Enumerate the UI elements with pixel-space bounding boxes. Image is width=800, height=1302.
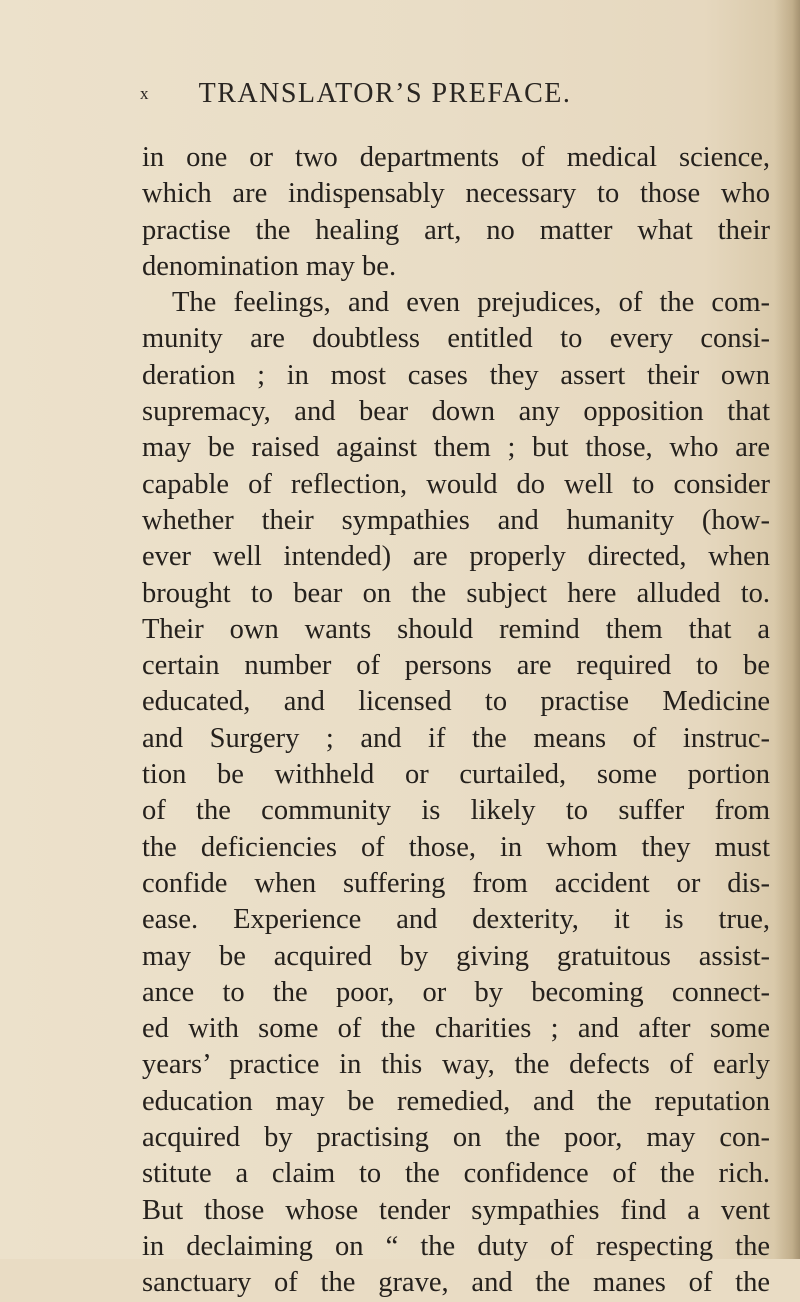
text-line: certain number of persons are required to be — [142, 650, 770, 682]
text-line: of the community is likely to suffer from — [142, 795, 770, 827]
text-line: confide when suffering from accident or dis- — [142, 867, 770, 899]
body-text — [142, 140, 770, 1302]
text-line: sanctuary of the grave, and the manes of the — [142, 1267, 770, 1299]
text-line: supremacy, and bear down any opposition that — [142, 396, 770, 428]
text-line: ed with some of the charities ; and after some — [142, 1013, 770, 1045]
text-line: tion be withheld or curtailed, some portion — [142, 759, 770, 791]
text-line: the deficiencies of those, in whom they must — [142, 831, 770, 863]
text-line: educated, and licensed to practise Medicine — [142, 686, 770, 718]
text-line: in one or two departments of medical science, — [142, 142, 770, 173]
running-title: TRANSLATOR’S PREFACE. — [198, 78, 572, 109]
text-line: ever well intended) are properly directed, when — [142, 541, 770, 573]
text-line: education may be remedied, and the reputation — [142, 1085, 770, 1117]
text-line: ance to the poor, or by becoming connect- — [142, 976, 770, 1008]
text-line: years’ practice in this way, the defects of early — [142, 1049, 770, 1081]
page-number: x — [140, 84, 149, 103]
text-line: deration ; in most cases they assert their own — [142, 359, 770, 391]
text-line: But those whose tender sympathies find a vent — [142, 1194, 770, 1226]
text-line: denomination may be. — [142, 250, 397, 282]
page-edge-shadow — [774, 0, 800, 1259]
text-line: The feelings, and even prejudices, of the com- — [172, 287, 770, 319]
text-line: practise the healing art, no matter what their — [142, 214, 770, 246]
text-line: may be acquired by giving gratuitous assist- — [142, 940, 770, 972]
text-line: ease. Experience and dexterity, it is true, — [142, 904, 770, 936]
text-line: which are indispensably necessary to those who — [142, 178, 770, 210]
text-line: whether their sympathies and humanity (how- — [142, 504, 770, 536]
text-line: in declaiming on “ the duty of respecting the — [142, 1230, 770, 1262]
page-header — [0, 78, 800, 114]
text-line: brought to bear on the subject here alluded to. — [142, 577, 770, 609]
text-line: acquired by practising on the poor, may con- — [142, 1122, 770, 1154]
text-line: Their own wants should remind them that a — [142, 613, 770, 645]
text-line: munity are doubtless entitled to every consi- — [142, 323, 770, 355]
text-line: capable of reflection, would do well to consider — [142, 468, 770, 500]
text-line: stitute a claim to the confidence of the rich. — [142, 1158, 770, 1190]
text-line: may be raised against them ; but those, who are — [142, 432, 770, 464]
text-line: and Surgery ; and if the means of instruc- — [142, 722, 770, 754]
